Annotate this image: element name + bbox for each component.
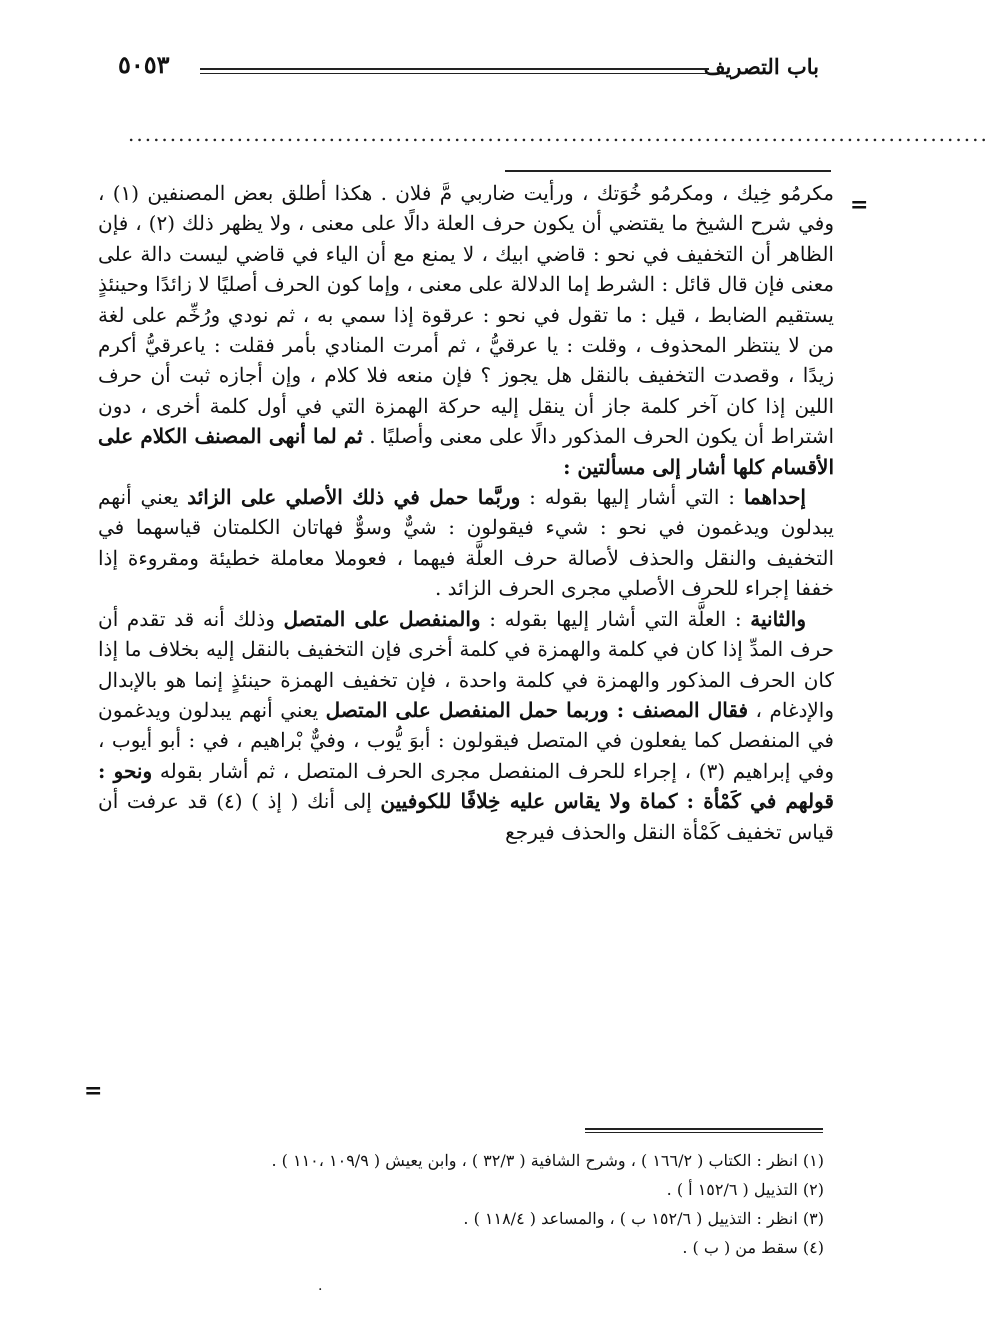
paragraph-3-quote-1: والمنفصل على المتصل — [283, 606, 481, 631]
paragraph-2-lead: إحداهما — [743, 485, 806, 510]
footnote-rule — [585, 1128, 823, 1133]
footnote-1: (١) انظر : الكتاب ( ١٦٦/٢ ) ، وشرح الشافية ( ٣٢/٣ ) ، وابن يعيش ( ١٠٩/٩ ،١١٠ ) . — [271, 1151, 824, 1170]
dotted-separator: ....................................................................................................... — [128, 122, 989, 146]
paragraph-3-text-a: : العلَّة التي أشار إليها بقوله : — [480, 606, 751, 631]
paragraph-3-quote-2: فقال المصنف : وربما حمل المنفصل على المتصل — [325, 697, 749, 722]
paragraph-2-text-a: : التي أشار إليها بقوله : — [520, 485, 744, 510]
page-number: ٥٠٥٣ — [118, 50, 170, 79]
paragraph-3-quote-3: ونحو : قولهم في كَمْأة : كماة ولا يقاس عليه خِلافًا للكوفيين — [98, 758, 834, 814]
stray-mark: . — [318, 1278, 323, 1294]
page-header — [118, 44, 819, 84]
paragraph-3-lead: والثانية — [750, 606, 807, 631]
footnotes — [98, 1146, 824, 1262]
chapter-title: باب التصريف — [703, 54, 819, 79]
paragraph-3-text-d: إلى أنك ( إذ ) (٤) قد عرفت أن قياس تخفيف كَمْأة النقل والحذف فيرجع — [98, 789, 834, 844]
top-rule — [505, 170, 831, 172]
paragraph-3 — [98, 604, 834, 847]
paragraph-1 — [98, 178, 834, 482]
continuation-mark-bottom: = — [84, 1078, 103, 1104]
continuation-mark-top: = — [850, 192, 869, 218]
header-rule — [200, 68, 709, 74]
paragraph-1-bold: ثم لما أنهى المصنف الكلام على الأقسام كلها أشار إلى مسألتين : — [98, 424, 834, 479]
footnote-2: (٢) التذييل ( ١٥٢/٦ أ ) . — [666, 1180, 824, 1199]
paragraph-2-quote: وربَّما حمل في ذلك الأصلي على الزائد — [187, 485, 521, 510]
paragraph-3-text-c: يعني أنهم يبدلون ويدغمون في المنفصل كما يفعلون في المتصل فيقولون : أبوَ يُّوب ، وفيٌّ بْراهيم ، في : أبو أيوب ، وفي إبراهيم (٣) ، إجراء للحرف المنفصل مجرى الحرف المتصل ، ثم أشار بقوله — [98, 697, 835, 783]
paragraph-2-text-b: يعني أنهم يبدلون ويدغمون في نحو : شيء فيقولون : شيٌّ وسوٌّ فهاتان الكلمتان قياسهما في التخفيف والنقل والحذف لأصالة حرف العلَّة فيهما ، فعوملا معاملة خطيئة ومقروءة إذا خففا إجراء للحرف الأصلي مجرى الحرف الزائد . — [98, 485, 834, 601]
paragraph-3-text-b: وذلك أنه قد تقدم أن حرف المدِّ إذا كان في كلمة والهمزة في كلمة أخرى فإن التخفيف بالنقل إليه بخلاف ما إذا كان الحرف المذكور والهمزة في كلمة واحدة ، فإن تخفيف الهمزة حينئذٍ إنما هو بالإبدال والإدغام ، — [98, 606, 835, 722]
paragraph-2 — [98, 482, 834, 604]
footnote-4: (٤) سقط من ( ب ) . — [682, 1238, 824, 1257]
footnote-3: (٣) انظر : التذييل ( ١٥٢/٦ ب ) ، والمساعد ( ١١٨/٤ ) . — [463, 1209, 824, 1228]
paragraph-1-text: مكرمُو خِيك ، ومكرمُو خُوَتك ، ورأيت ضاربي مَّ فلان . هكذا أطلق بعض المصنفين (١) ، وفي شرح الشيخ ما يقتضي أن يكون حرف العلة دالًا على معنى ، ولا يظهر ذلك (٢) ، فإن الظاهر أن التخفيف في نحو : قاضي ابيك ، لا يمنع مع أن الياء في قاضي ليست دالة على معنى فإن قال قائل : الشرط إما الدلالة على معنى ، وإما كون الحرف أصليًا لا زائدًا وحينئذٍ يستقيم الضابط ، قيل : ما تقول في نحو : عرقوة إذا سمي به ، ثم نودي ورُخِّم على لغة من لا ينتظر المحذوف ، وقلت : يا عرقيُّ ، ثم أمرت المنادي بأمر فقلت : ياعرقيُّ أكرم زيدًا ، وقصدت التخفيف بالنقل هل يجوز ؟ فإن منعه فلا كلام ، وإن أجازه ثبت أن حرف اللين إذا كان آخر كلمة جاز أن ينقل إليه حركة الهمزة التي في أول كلمة أخرى ، دون اشتراط أن يكون الحرف المذكور دالًا على معنى وأصليًا . — [98, 181, 835, 449]
main-text — [98, 178, 834, 847]
